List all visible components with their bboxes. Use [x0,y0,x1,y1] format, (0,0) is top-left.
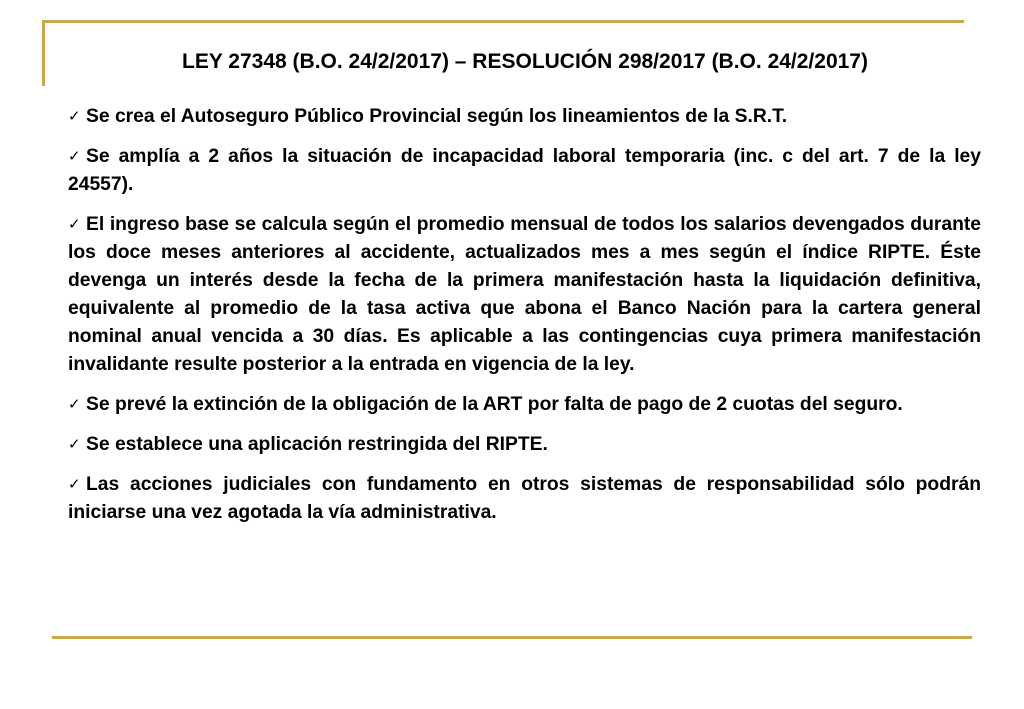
bullet-text: El ingreso base se calcula según el promedio mensual de todos los salarios devengados durante los doce meses anteriores al accidente, actualizados mes a mes según el índice RIPTE. Éste devenga un interés desde la fecha de la primera manifestación hasta la liquidación definitiva, equivalente al promedio de la tasa activa que abona el Banco Nación para la cartera general nominal anual vencida a 30 días. Es aplicable a las contingencias cuya primera manifestación invalidante resulte posterior a la entrada en vigencia de la ley. [68,214,981,375]
bullet-text: Se amplía a 2 años la situación de incapacidad laboral temporaria (inc. c del art. 7 de la ley 24557). [68,146,981,195]
check-mark-icon: ✓ [68,108,81,125]
slide-title: LEY 27348 (B.O. 24/2/2017) – RESOLUCIÓN 298/2017 (B.O. 24/2/2017) [182,50,868,73]
frame-bottom-line [52,636,972,639]
check-mark-icon: ✓ [68,436,81,453]
bullet-text: Se crea el Autoseguro Público Provincial según los lineamientos de la S.R.T. [86,106,788,127]
bullet-text: Se establece una aplicación restringida del RIPTE. [86,434,548,455]
bullet-item [68,391,981,419]
bullet-item [68,143,981,199]
bullet-item [68,471,981,527]
bullet-item [68,211,981,379]
frame-top-line [42,20,964,23]
check-mark-icon: ✓ [68,396,81,413]
bullet-text: Se prevé la extinción de la obligación de la ART por falta de pago de 2 cuotas del seguro. [86,394,903,415]
bullet-item [68,103,981,131]
check-mark-icon: ✓ [68,476,81,493]
check-mark-icon: ✓ [68,216,81,233]
check-mark-icon: ✓ [68,148,81,165]
bullet-list [68,103,981,539]
bullet-item [68,431,981,459]
bullet-text: Las acciones judiciales con fundamento en otros sistemas de responsabilidad sólo podrán iniciarse una vez agotada la vía administrativa. [68,474,981,523]
frame-left-line [42,20,45,86]
